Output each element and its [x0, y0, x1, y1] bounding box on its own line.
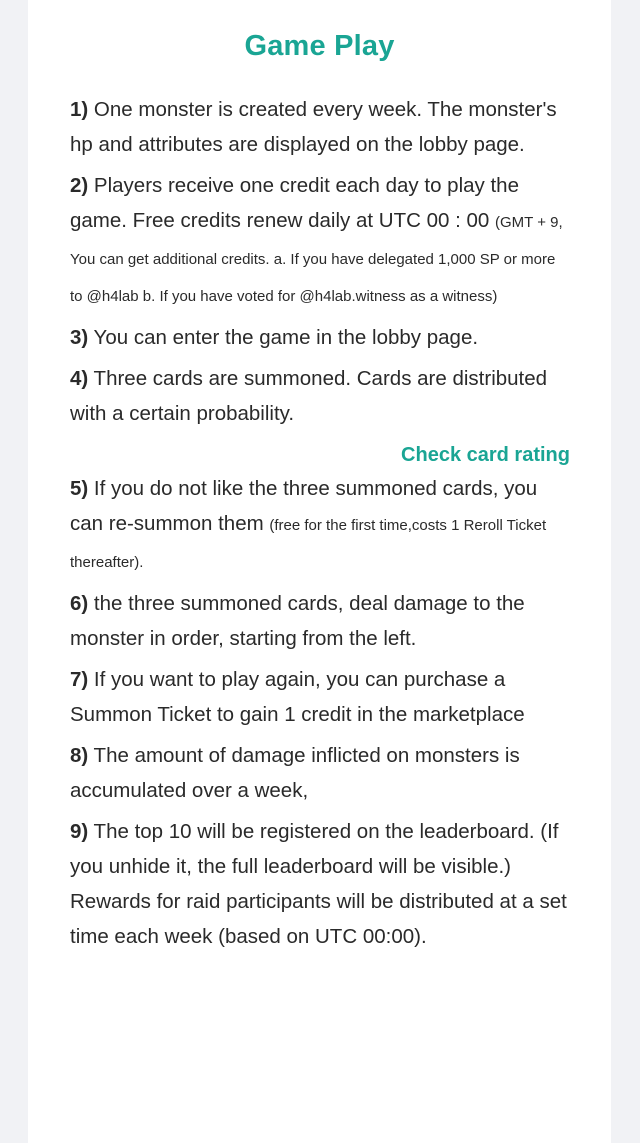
rule-text: Players receive one credit each day to play the game. Free credits renew daily at UTC 00 : 00 — [70, 174, 519, 232]
page-title: Game Play — [244, 30, 395, 62]
rule-note: (GMT + 9, You can get additional credits. a. If you have delegated 1,000 SP or more to @h4lab b. If you have voted for @h4lab.witness as a witness) — [70, 214, 563, 305]
rule-2 — [70, 168, 570, 314]
rule-number: 9) — [70, 820, 89, 843]
rule-text: The amount of damage inflicted on monsters is accumulated over a week, — [70, 744, 520, 802]
rule-9 — [70, 814, 570, 954]
rule-number: 3) — [70, 326, 89, 349]
rule-text: If you do not like the three summoned cards, you can re-summon them — [70, 477, 538, 535]
check-card-rating-link[interactable]: Check card rating — [401, 444, 570, 466]
rule-text: You can enter the game in the lobby page. — [88, 326, 479, 349]
rules-list — [70, 92, 570, 960]
rule-text: the three summoned cards, deal damage to the monster in order, starting from the left. — [70, 592, 525, 650]
rule-number: 1) — [70, 98, 89, 121]
rule-6 — [70, 586, 570, 656]
rule-text: One monster is created every week. The monster's hp and attributes are displayed on the lobby page. — [70, 98, 557, 156]
rule-text: Three cards are summoned. Cards are distributed with a certain probability. — [70, 367, 548, 425]
rule-number: 2) — [70, 174, 89, 197]
rule-number: 5) — [70, 477, 89, 500]
game-play-card — [28, 0, 611, 1143]
rule-text: The top 10 will be registered on the leaderboard. (If you unhide it, the full leaderboard will be visible.) Rewards for raid participants will be distributed at a set time each week (based on UTC 00:00). — [70, 820, 567, 948]
card-rating-row — [70, 435, 570, 475]
rule-number: 8) — [70, 744, 89, 767]
rule-7 — [70, 662, 570, 732]
rule-number: 4) — [70, 367, 89, 390]
rule-number: 7) — [70, 668, 89, 691]
rule-1 — [70, 92, 570, 162]
rule-number: 6) — [70, 592, 89, 615]
rule-note: (free for the first time,costs 1 Reroll Ticket thereafter). — [70, 517, 547, 571]
rule-4 — [70, 361, 570, 431]
rule-5 — [70, 471, 570, 580]
rule-3 — [70, 320, 570, 355]
rule-text: If you want to play again, you can purchase a Summon Ticket to gain 1 credit in the marketplace — [70, 668, 525, 726]
rule-8 — [70, 738, 570, 808]
